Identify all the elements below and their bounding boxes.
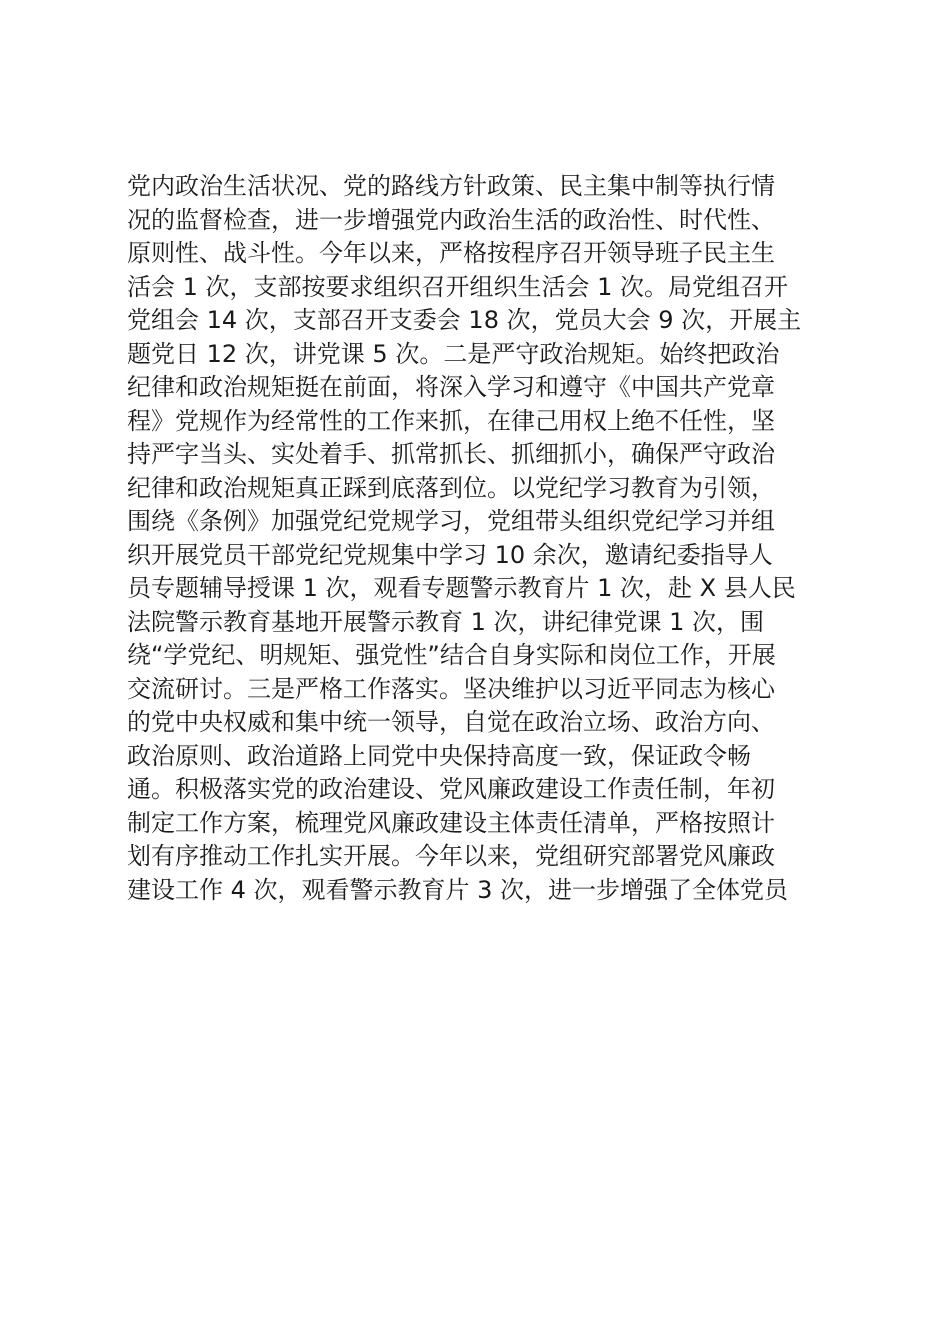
body-paragraph bbox=[127, 170, 827, 907]
text-line: 交流研讨。三是严格工作落实。坚决维护以习近平同志为核心 bbox=[127, 674, 775, 703]
text-line: 纪律和政治规矩挺在前面，将深入学习和遵守《中国共产党章 bbox=[127, 373, 775, 401]
text-line: 围绕《条例》加强党纪党规学习，党组带头组织党纪学习并组 bbox=[127, 507, 775, 535]
text-line: 原则性、战斗性。今年以来，严格按程序召开领导班子民主生 bbox=[127, 239, 775, 267]
text-line: 绕“学党纪、明规矩、强党性”结合自身实际和岗位工作，开展 bbox=[127, 641, 776, 669]
text-line: 纪律和政治规矩真正踩到底落到位。以党纪学习教育为引领， bbox=[127, 473, 775, 502]
text-line: 的党中央权威和集中统一领导，自觉在政治立场、政治方向、 bbox=[127, 708, 775, 736]
text-line: 况的监督检查，进一步增强党内政治生活的政治性、时代性、 bbox=[127, 205, 775, 234]
text-line: 建设工作 4 次，观看警示教育片 3 次，进一步增强了全体党员 bbox=[127, 875, 789, 904]
text-line: 制定工作方案，梳理党风廉政建设主体责任清单，严格按照计 bbox=[127, 808, 775, 837]
text-line: 党内政治生活状况、党的路线方针政策、民主集中制等执行情 bbox=[127, 172, 775, 200]
text-line: 党组会 14 次，支部召开支委会 18 次，党员大会 9 次，开展主 bbox=[127, 306, 802, 334]
text-line: 持严字当头、实处着手、抓常抓长、抓细抓小，确保严守政治 bbox=[127, 440, 775, 468]
text-line: 织开展党员干部党纪党规集中学习 10 余次，邀请纪委指导人 bbox=[127, 540, 773, 569]
text-line: 通。积极落实党的政治建设、党风廉政建设工作责任制，年初 bbox=[127, 775, 775, 803]
text-line: 划有序推动工作扎实开展。今年以来，党组研究部署党风廉政 bbox=[127, 842, 775, 870]
text-line: 题党日 12 次，讲党课 5 次。二是严守政治规矩。始终把政治 bbox=[127, 339, 780, 368]
text-line: 活会 1 次，支部按要求组织召开组织生活会 1 次。局党组召开 bbox=[127, 272, 789, 301]
text-line: 政治原则、政治道路上同党中央保持高度一致，保证政令畅 bbox=[127, 741, 751, 770]
text-line: 法院警示教育基地开展警示教育 1 次，讲纪律党课 1 次，围 bbox=[127, 607, 765, 636]
text-line: 程》党规作为经常性的工作来抓，在律己用权上绝不任性，坚 bbox=[127, 406, 775, 435]
text-line: 员专题辅导授课 1 次，观看专题警示教育片 1 次，赴 X 县人民 bbox=[127, 574, 796, 602]
